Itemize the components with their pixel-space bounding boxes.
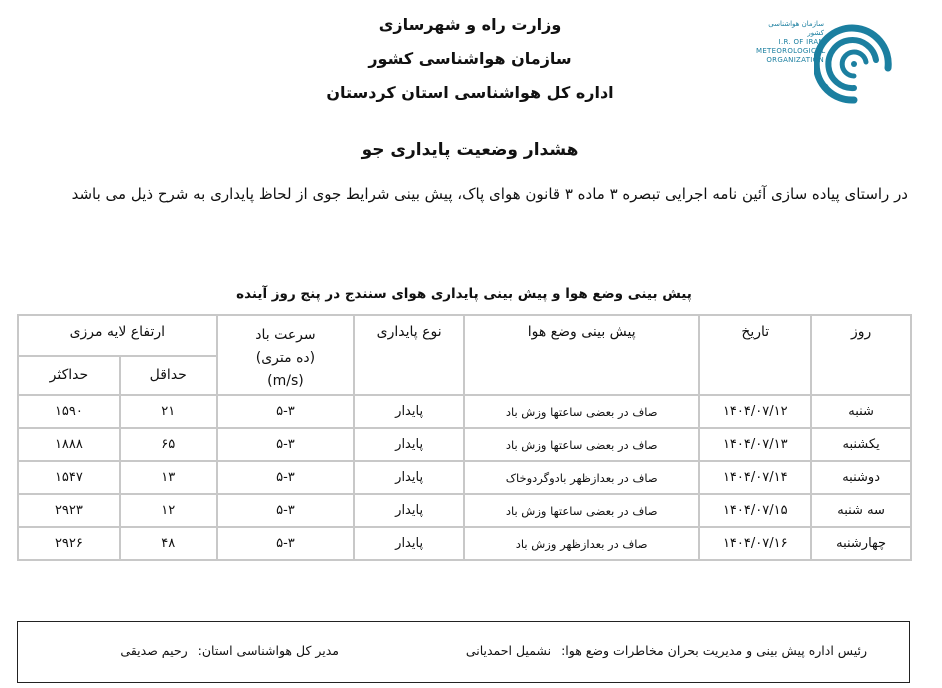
cell-wind: ۵-۳ bbox=[217, 527, 355, 560]
header-wind-unit-fa: (ده متری) bbox=[255, 350, 316, 366]
cell-wind: ۵-۳ bbox=[217, 428, 355, 461]
table-row bbox=[18, 461, 911, 494]
cell-stability: پایدار bbox=[354, 428, 464, 461]
cell-forecast: صاف در بعضی ساعتها وزش باد bbox=[464, 494, 699, 527]
logo-text-en-3: ORGANIZATION bbox=[766, 56, 824, 64]
table-row bbox=[18, 494, 911, 527]
page-title: هشدار وضعیت پایداری جو bbox=[361, 140, 579, 160]
header-lines bbox=[250, 8, 690, 110]
cell-forecast: صاف در بعدازظهر بادوگردوخاک bbox=[464, 461, 699, 494]
logo bbox=[756, 12, 896, 112]
header-forecast: پیش بینی وضع هوا bbox=[464, 315, 699, 395]
table-row bbox=[18, 527, 911, 560]
cell-day: سه شنبه bbox=[811, 494, 911, 527]
header-day: روز bbox=[811, 315, 911, 395]
logo-text-en-2: METEOROLOGICAL bbox=[756, 47, 826, 55]
cell-date: ۱۴۰۴/۰۷/۱۵ bbox=[699, 494, 811, 527]
signature-name-director: رحیم صدیقی bbox=[120, 643, 188, 658]
cell-date: ۱۴۰۴/۰۷/۱۲ bbox=[699, 395, 811, 428]
cell-min: ۶۵ bbox=[120, 428, 217, 461]
cell-date: ۱۴۰۴/۰۷/۱۶ bbox=[699, 527, 811, 560]
ministry-name: وزارت راه و شهرسازی bbox=[378, 15, 562, 34]
cell-day: شنبه bbox=[811, 395, 911, 428]
signature-director bbox=[120, 643, 339, 658]
cell-max: ۱۸۸۸ bbox=[18, 428, 120, 461]
cell-stability: پایدار bbox=[354, 395, 464, 428]
table-row bbox=[18, 428, 911, 461]
department-name: اداره کل هواشناسی استان کردستان bbox=[326, 83, 614, 102]
cell-wind: ۵-۳ bbox=[217, 494, 355, 527]
cell-wind: ۵-۳ bbox=[217, 461, 355, 494]
cell-min: ۱۳ bbox=[120, 461, 217, 494]
header-min: حداقل bbox=[120, 356, 217, 395]
logo-text-fa: سازمان هواشناسی کشور bbox=[768, 20, 824, 37]
header-wind-unit: (m/s) bbox=[267, 373, 304, 389]
cell-min: ۴۸ bbox=[120, 527, 217, 560]
header-stability: نوع پایداری bbox=[354, 315, 464, 395]
cell-stability: پایدار bbox=[354, 461, 464, 494]
table-caption: پیش بینی وضع هوا و پیش بینی پایداری هوای سنندج در پنج روز آینده bbox=[236, 286, 692, 302]
signature-role-forecast-head: رئیس اداره پیش بینی و مدیریت بحران مخاطرات وضع هوا: bbox=[561, 643, 867, 658]
cell-max: ۱۵۴۷ bbox=[18, 461, 120, 494]
cell-day: یکشنبه bbox=[811, 428, 911, 461]
cell-date: ۱۴۰۴/۰۷/۱۴ bbox=[699, 461, 811, 494]
organization-name: سازمان هواشناسی کشور bbox=[368, 49, 572, 68]
intro-paragraph: در راستای پیاده سازی آئین نامه اجرایی تبصره ۳ ماده ۳ قانون هوای پاک، پیش بینی شرایط جوی از لحاظ پایداری به شرح ذیل می باشد bbox=[71, 185, 908, 203]
cell-stability: پایدار bbox=[354, 494, 464, 527]
signature-name-forecast-head: نشمیل احمدیانی bbox=[465, 643, 552, 658]
logo-spiral-icon bbox=[814, 16, 894, 108]
forecast-table bbox=[17, 314, 912, 561]
cell-date: ۱۴۰۴/۰۷/۱۳ bbox=[699, 428, 811, 461]
logo-text-en-1: I.R. OF IRAN bbox=[778, 38, 824, 46]
cell-stability: پایدار bbox=[354, 527, 464, 560]
cell-day: دوشنبه bbox=[811, 461, 911, 494]
cell-max: ۲۹۲۶ bbox=[18, 527, 120, 560]
header-date: تاریخ bbox=[699, 315, 811, 395]
table-row bbox=[18, 395, 911, 428]
signature-box bbox=[17, 621, 910, 683]
cell-forecast: صاف در بعضی ساعتها وزش باد bbox=[464, 428, 699, 461]
header-mixing-height: ارتفاع لایه مرزی bbox=[18, 315, 217, 356]
cell-forecast: صاف در بعدازظهر وزش باد bbox=[464, 527, 699, 560]
cell-max: ۲۹۲۳ bbox=[18, 494, 120, 527]
header-wind bbox=[217, 315, 355, 395]
signature-forecast-head bbox=[466, 643, 867, 658]
cell-max: ۱۵۹۰ bbox=[18, 395, 120, 428]
cell-wind: ۵-۳ bbox=[217, 395, 355, 428]
cell-forecast: صاف در بعضی ساعتها وزش باد bbox=[464, 395, 699, 428]
cell-day: چهارشنبه bbox=[811, 527, 911, 560]
cell-min: ۱۲ bbox=[120, 494, 217, 527]
cell-min: ۲۱ bbox=[120, 395, 217, 428]
signature-role-director: مدیر کل هواشناسی استان: bbox=[197, 643, 339, 658]
header-wind-label: سرعت باد bbox=[255, 327, 316, 343]
header-max: حداکثر bbox=[18, 356, 120, 395]
